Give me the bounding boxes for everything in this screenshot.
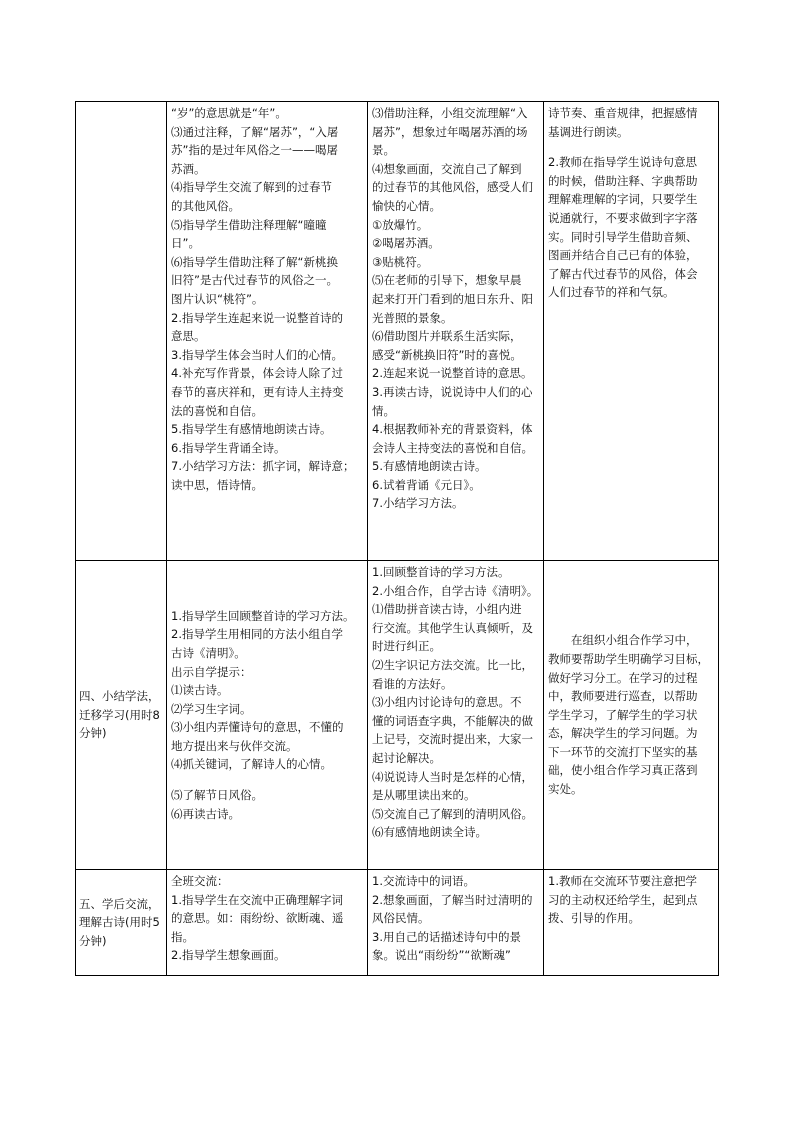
cell-line: 古诗《清明》。	[171, 645, 246, 660]
cell-line: 风俗民情。	[372, 911, 430, 926]
cell-line: 的其他风俗。	[171, 198, 240, 213]
cell-line: ⑴读古诗。	[171, 683, 229, 698]
cell-line: 指。	[171, 929, 194, 944]
cell-line: ①放爆竹。	[372, 217, 429, 232]
cell-line: 屠苏”，想象过年喝屠苏酒的场	[372, 124, 528, 139]
cell-line: ⑶小组内弄懂诗句的意思，不懂的	[171, 720, 344, 735]
cell-line: ⑹借助图片并联系生活实际，	[372, 329, 522, 344]
cell-line: ⑶小组内讨论诗句的意思。不	[372, 695, 522, 710]
cell-line: ⑵生字识记方法交流。比一比，	[372, 657, 533, 672]
cell-line: ⑸指导学生借助注释理解“曈曈	[171, 217, 327, 232]
student-activity-cell	[368, 102, 544, 561]
cell-line: ⑹指导学生借助注释了解“新桃换	[171, 254, 338, 269]
table-row	[76, 561, 719, 870]
design-intent-cell	[544, 870, 719, 976]
cell-line: 实处。	[548, 782, 583, 797]
cell-line: 苏”指的是过年风俗之一——喝屠	[171, 143, 338, 158]
table-row	[76, 870, 719, 976]
cell-line: 图片认识“桃符”。	[171, 291, 264, 306]
cell-line: 教师要帮助学生明确学习目标，	[548, 651, 709, 666]
cell-line: 2.小组合作，自学古诗《清明》。	[372, 583, 539, 598]
cell-line: 图画并结合自己已有的体验，	[548, 248, 698, 263]
cell-line: 春节的喜庆祥和，更有诗人主持变	[171, 384, 344, 399]
cell-line: 的过春节的其他风俗，感受人们	[372, 180, 533, 195]
cell-line: 起讨论解决。	[372, 750, 441, 765]
cell-line: 苏酒。	[171, 161, 206, 176]
cell-line: 2.连起来说一说整首诗的意思。	[372, 366, 533, 381]
cell-line: 日”。	[171, 236, 200, 251]
cell-line: 中，教师要进行巡查，以帮助	[548, 689, 698, 704]
cell-line: 在组织小组合作学习中，	[548, 633, 698, 648]
cell-line: 时进行纠正。	[372, 639, 441, 654]
cell-line: 看谁的方法好。	[372, 676, 453, 691]
cell-line: 1.指导学生在交流中正确理解字词	[171, 892, 343, 907]
cell-line: 旧符”是古代过春节的风俗之一。	[171, 273, 338, 288]
cell-line: 6.指导学生背诵全诗。	[171, 440, 286, 455]
cell-line: 2.教师在指导学生说诗句意思	[548, 155, 697, 170]
lesson-plan-table	[75, 101, 719, 976]
cell-line: “岁”的意思就是“年”。	[171, 106, 287, 120]
cell-line: 基调进行朗读。	[548, 124, 629, 139]
cell-line: 6.试着背诵《元日》。	[372, 477, 481, 492]
teacher-activity-cell	[167, 561, 368, 870]
cell-line: 7.小结学习方法。	[372, 496, 464, 511]
cell-line: 读中思，悟诗情。	[171, 477, 263, 492]
cell-line: 光普照的景象。	[372, 310, 453, 325]
cell-line: 态，解决学生的学习问题。为	[548, 726, 698, 741]
cell-line: 7.小结学习方法：抓字词，解诗意；	[171, 459, 355, 474]
cell-line: 实。同时引导学生借助音频、	[548, 229, 698, 244]
cell-line: 感受“新桃换旧符”时的喜悦。	[372, 347, 522, 362]
cell-line: 全班交流：	[171, 874, 229, 888]
cell-line: ⑶借助注释，小组交流理解“入	[372, 106, 528, 120]
cell-line: 4.根据教师补充的背景资料，体	[372, 422, 533, 437]
cell-line: 3.用自己的话描述诗句中的景	[372, 929, 521, 944]
cell-line: 诗节奏、重音规律，把握感情	[548, 106, 698, 120]
cell-line: ⑸交流自己了解到的清明风俗。	[372, 806, 533, 821]
cell-line: 3.指导学生体会当时人们的心情。	[171, 347, 343, 362]
cell-line: 意思。	[171, 329, 206, 344]
cell-line	[171, 774, 363, 786]
cell-line: 4.补充写作背景，体会诗人除了过	[171, 366, 343, 381]
student-activity-cell	[368, 561, 544, 870]
cell-line: 做好学习分工。在学习的过程	[548, 670, 698, 685]
cell-line: 的意思。如：雨纷纷、欲断魂、遥	[171, 911, 344, 926]
cell-line: ⑷说说诗人当时是怎样的心情，	[372, 769, 533, 784]
cell-line: ⑹有感情地朗读全诗。	[372, 825, 487, 840]
cell-line: 行交流。其他学生认真倾听，及	[372, 620, 533, 635]
cell-line: 5.有感情地朗读古诗。	[372, 459, 487, 474]
stage-cell	[76, 102, 167, 561]
cell-line: 2.指导学生连起来说一说整首诗的	[171, 310, 343, 325]
cell-line: 习的主动权还给学生，起到点	[548, 892, 698, 907]
cell-line: 2.想象画面，了解当时过清明的	[372, 892, 533, 907]
stage-cell: 五、学后交流，理解古诗(用时5分钟)	[76, 870, 167, 976]
cell-line: 1.交流诗中的词语。	[372, 874, 475, 888]
cell-line: ⑷想象画面，交流自己了解到	[372, 161, 522, 176]
cell-line: 出示自学提示：	[171, 664, 252, 679]
cell-line: 会诗人主持变法的喜悦和自信。	[372, 440, 533, 455]
table-row	[76, 102, 719, 561]
cell-line: 象。说出“雨纷纷”“欲断魂”	[372, 948, 511, 963]
cell-line: 了解古代过春节的风俗，体会	[548, 266, 698, 281]
cell-line: 2.指导学生用相同的方法小组自学	[171, 627, 343, 642]
cell-line: 3.再读古诗，说说诗中人们的心	[372, 384, 533, 399]
cell-line: 础，使小组合作学习真正落到	[548, 763, 698, 778]
teacher-activity-cell	[167, 870, 368, 976]
cell-line: 的时候，借助注释、字典帮助	[548, 173, 698, 188]
cell-line: 人们过春节的祥和气氛。	[548, 285, 675, 300]
cell-line: 愉快的心情。	[372, 198, 441, 213]
cell-line: ⑹再读古诗。	[171, 806, 240, 821]
cell-line: ⑷指导学生交流了解到的过春节	[171, 180, 332, 195]
cell-line: 1.教师在交流环节要注意把学	[548, 874, 697, 888]
cell-line: 理解难理解的字词，只要学生	[548, 192, 698, 207]
cell-line: 2.指导学生想象画面。	[171, 948, 286, 963]
cell-line: 1.指导学生回顾整首诗的学习方法。	[171, 608, 355, 623]
cell-line: 说通就行，不要求做到字字落	[548, 210, 698, 225]
cell-line: ⑷抓关键词，了解诗人的心情。	[171, 757, 332, 772]
student-activity-cell	[368, 870, 544, 976]
cell-line: 地方提出来与伙伴交流。	[171, 738, 298, 753]
cell-line: 情。	[372, 403, 395, 418]
cell-line: 1.回顾整首诗的学习方法。	[372, 565, 510, 579]
teacher-activity-cell	[167, 102, 368, 561]
cell-line: 上记号，交流时提出来，大家一	[372, 732, 533, 747]
cell-line: 法的喜悦和自信。	[171, 403, 263, 418]
cell-line: ⑸在老师的引导下，想象早晨	[372, 273, 522, 288]
cell-line: ⑵学习生字词。	[171, 701, 252, 716]
cell-line: ⑸了解节日风俗。	[171, 788, 263, 803]
cell-line: 5.指导学生有感情地朗读古诗。	[171, 422, 332, 437]
cell-line: 下一环节的交流打下坚实的基	[548, 744, 698, 759]
cell-line: 拨、引导的作用。	[548, 911, 640, 926]
cell-line	[548, 141, 714, 153]
design-intent-cell	[544, 102, 719, 561]
cell-line: 起来打开门看到的旭日东升、阳	[372, 291, 533, 306]
cell-line: 是从哪里读出来的。	[372, 788, 476, 803]
cell-line: 懂的词语查字典，不能解决的做	[372, 713, 533, 728]
cell-line: ⑶通过注释，了解“屠苏”，“入屠	[171, 124, 339, 139]
cell-line: 学生学习，了解学生的学习状	[548, 707, 698, 722]
cell-line: 景。	[372, 143, 395, 158]
cell-line: ⑴借助拼音读古诗，小组内进	[372, 602, 522, 617]
cell-line: ③贴桃符。	[372, 254, 429, 269]
stage-cell: 四、小结学法，迁移学习(用时8分钟)	[76, 561, 167, 870]
cell-line: ②喝屠苏酒。	[372, 236, 440, 251]
design-intent-cell	[544, 561, 719, 870]
